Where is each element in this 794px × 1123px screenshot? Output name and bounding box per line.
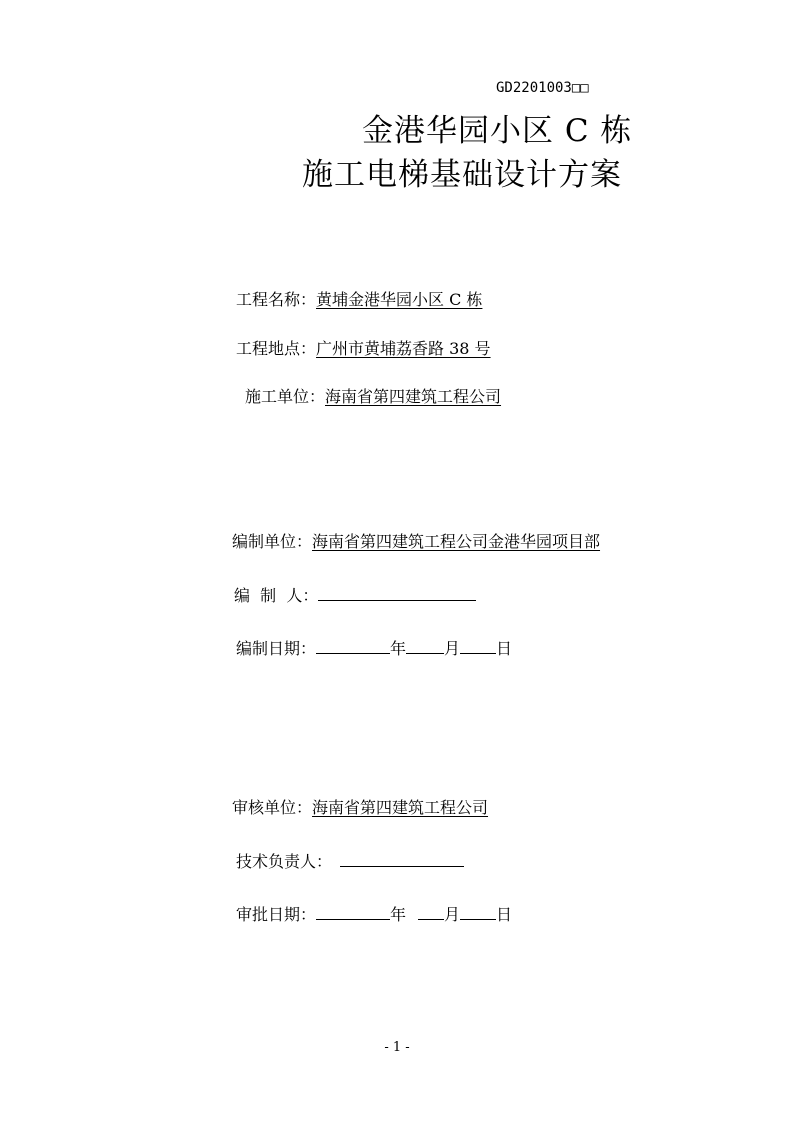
project-name-value: 黄埔金港华园小区 C 栋	[316, 290, 483, 309]
review-unit-value: 海南省第四建筑工程公司	[312, 798, 489, 817]
compile-date-label: 编制日期：	[236, 639, 317, 658]
compile-unit-label: 编制单位：	[232, 532, 313, 551]
compile-date-row	[236, 637, 512, 660]
compiler-label: 编 制 人：	[234, 586, 319, 605]
compile-month-blank	[406, 637, 444, 654]
compile-unit-row	[232, 531, 600, 553]
project-location-label: 工程地点：	[236, 339, 317, 358]
review-year-label: 年	[390, 905, 407, 924]
title-line-1: 金港华园小区 C 栋	[362, 113, 633, 149]
compile-year-label: 年	[390, 639, 407, 658]
compile-year-blank	[316, 637, 390, 654]
review-year-blank	[316, 903, 390, 920]
compile-unit-value: 海南省第四建筑工程公司金港华园项目部	[312, 532, 601, 551]
review-unit-row	[232, 797, 488, 819]
compile-day-label: 日	[496, 639, 513, 658]
tech-lead-label: 技术负责人：	[236, 852, 333, 871]
review-unit-label: 审核单位：	[232, 798, 313, 817]
contractor-row	[245, 386, 501, 408]
compiler-row	[234, 584, 476, 607]
title-line-2: 施工电梯基础设计方案	[302, 157, 622, 193]
review-month-label: 月	[444, 905, 461, 924]
tech-lead-row	[236, 850, 464, 873]
review-day-label: 日	[496, 905, 513, 924]
tech-lead-blank	[340, 850, 464, 867]
project-location-value: 广州市黄埔荔香路 38 号	[316, 339, 491, 358]
project-name-row	[236, 289, 482, 311]
review-day-blank	[460, 903, 496, 920]
project-name-label: 工程名称：	[236, 290, 317, 309]
review-date-label: 审批日期：	[236, 905, 317, 924]
project-location-row	[236, 338, 491, 360]
compile-month-label: 月	[444, 639, 461, 658]
contractor-value: 海南省第四建筑工程公司	[325, 387, 502, 406]
review-date-row	[236, 903, 512, 926]
compiler-blank	[318, 584, 476, 601]
document-code: GD2201003□□	[496, 80, 589, 96]
review-month-blank	[418, 903, 444, 920]
page-number: - 1 -	[384, 1040, 410, 1055]
compile-day-blank	[460, 637, 496, 654]
contractor-label: 施工单位：	[245, 387, 326, 406]
